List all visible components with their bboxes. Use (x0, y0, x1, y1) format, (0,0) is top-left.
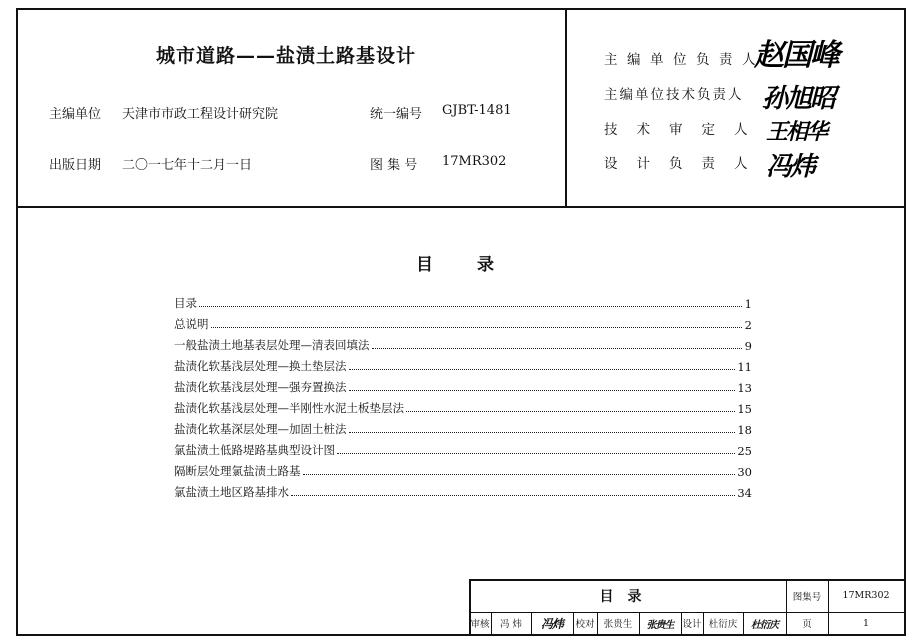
toc-entry (174, 378, 752, 395)
atlas-number-value: 17MR302 (442, 154, 507, 169)
review-signature: 冯炜 (540, 616, 563, 631)
toc-entry (174, 336, 752, 353)
atlas-number-label: 图 集 号 (370, 158, 418, 173)
leader-dots (199, 306, 742, 307)
toc-entry-page: 15 (737, 402, 752, 416)
toc-title: 目录 (416, 255, 538, 275)
publish-date-label: 出版日期 (49, 158, 102, 173)
leader-dots (349, 369, 736, 370)
design-signature: 杜衍庆 (751, 619, 778, 631)
leader-dots (303, 474, 736, 475)
toc-entry (174, 294, 752, 311)
atlas-label: 图集号 (792, 591, 822, 603)
signature-design-head: 冯炜 (766, 152, 815, 182)
leader-dots (349, 432, 736, 433)
toc-entry (174, 462, 752, 479)
toc-entry-page: 18 (737, 423, 752, 437)
design-label: 设计 (682, 619, 702, 630)
check-name: 张贵生 (603, 619, 633, 630)
review-name: 冯 炜 (499, 619, 523, 630)
header-bottom-rule (18, 206, 904, 208)
toc-entry (174, 420, 752, 437)
editor-unit-value: 天津市市政工程设计研究院 (122, 107, 279, 122)
toc-entry-text: 盐渍化软基深层处理—加固土桩法 (174, 422, 347, 436)
check-signature: 张贵生 (646, 619, 674, 631)
drawing-title: 目录 (599, 588, 656, 605)
role-technical-approver: 技术审定人 (604, 122, 767, 138)
toc-entry-text: 氯盐渍土地区路基排水 (174, 485, 289, 499)
toc-entry-page: 13 (737, 381, 752, 395)
design-name: 杜衍庆 (708, 619, 738, 630)
toc-entry-page: 34 (737, 486, 752, 500)
role-design-head: 设计负责人 (604, 156, 767, 172)
main-title: 城市道路——盐渍土路基设计 (156, 45, 417, 67)
signature-technical-approver: 王相华 (766, 119, 827, 145)
leader-dots (291, 495, 735, 496)
header-divider (565, 10, 567, 207)
unified-number-value: GJBT-1481 (442, 103, 512, 118)
leader-dots (406, 411, 735, 412)
toc-entry-page: 9 (744, 339, 752, 353)
signature-chief-unit-tech-head: 孙旭昭 (762, 84, 835, 114)
page-label: 页 (802, 619, 812, 630)
toc-entry-text: 目录 (174, 296, 197, 310)
review-label: 审核 (470, 619, 490, 630)
role-chief-unit-tech-head: 主编单位技术负责人 (604, 87, 744, 103)
leader-dots (211, 327, 743, 328)
toc-entry-text: 隔断层处理氯盐渍土路基 (174, 464, 301, 478)
toc-entry (174, 357, 752, 374)
leader-dots (349, 390, 736, 391)
drawing-sheet (16, 8, 906, 636)
toc-entry-page: 11 (737, 360, 752, 374)
title-block (469, 579, 904, 634)
toc-entry (174, 399, 752, 416)
toc-entry-text: 盐渍化软基浅层处理—换土垫层法 (174, 359, 347, 373)
toc-entry-text: 氯盐渍土低路堤路基典型设计图 (174, 443, 335, 457)
toc-entry-text: 盐渍化软基浅层处理—半刚性水泥土板垫层法 (174, 401, 404, 415)
signature-chief-unit-head: 赵国峰 (754, 38, 838, 73)
publish-date-value: 二〇一七年十二月一日 (122, 158, 253, 173)
atlas-value: 17MR302 (842, 590, 890, 601)
toc-entry-page: 30 (737, 465, 752, 479)
page-value: 1 (862, 617, 870, 629)
leader-dots (372, 348, 743, 349)
toc-entry-page: 2 (744, 318, 752, 332)
toc-entry (174, 483, 752, 500)
toc-entry (174, 315, 752, 332)
leader-dots (337, 453, 735, 454)
toc-entry-text: 总说明 (174, 317, 209, 331)
editor-unit-label: 主编单位 (49, 107, 102, 122)
toc-entry (174, 441, 752, 458)
check-label: 校对 (575, 619, 595, 630)
unified-number-label: 统一编号 (370, 107, 423, 122)
role-chief-unit-head: 主编单位负责人 (604, 52, 765, 68)
toc-entry-page: 1 (744, 297, 752, 311)
toc-entry-text: 一般盐渍土地基表层处理—清表回填法 (174, 338, 370, 352)
toc-entry-text: 盐渍化软基浅层处理—强夯置换法 (174, 380, 347, 394)
toc-entry-page: 25 (737, 444, 752, 458)
